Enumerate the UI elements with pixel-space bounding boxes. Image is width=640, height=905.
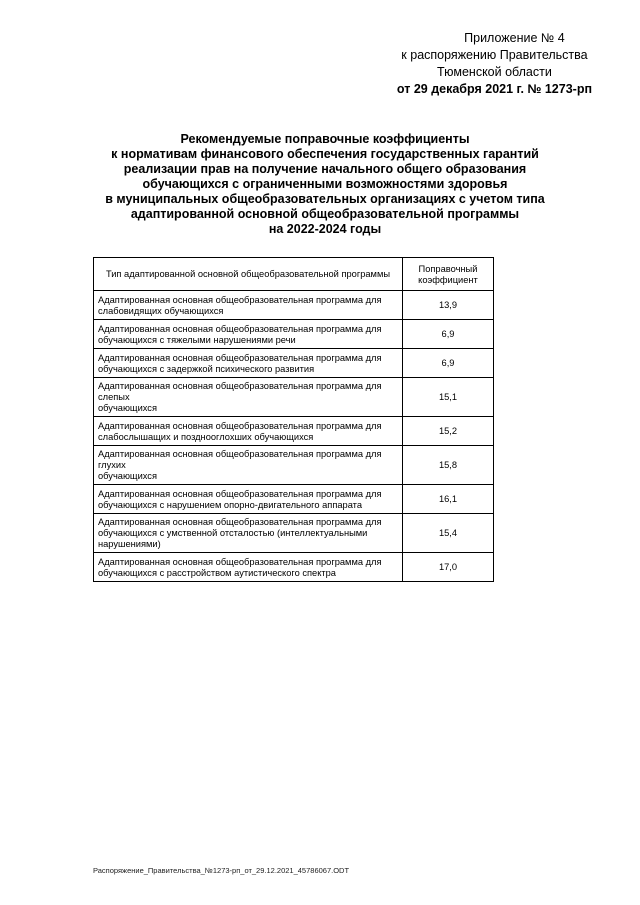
program-type-line1: Адаптированная основная общеобразовательная программа для — [98, 420, 382, 431]
title-line: к нормативам финансового обеспечения государственных гарантий — [111, 147, 539, 161]
table-row — [94, 514, 494, 553]
header-coefficient-line2: коэффициент — [418, 274, 478, 285]
table-header-row — [94, 258, 494, 291]
appendix-region: Тюменской области — [437, 65, 552, 79]
table-row — [94, 417, 494, 446]
coefficient-cell: 17,0 — [403, 553, 494, 582]
program-type-cell — [94, 514, 403, 553]
program-type-cell — [94, 320, 403, 349]
program-type-line2: обучающихся — [98, 471, 157, 481]
title-line: на 2022-2024 годы — [268, 222, 382, 236]
coefficient-cell: 6,9 — [403, 349, 494, 378]
title-line: Рекомендуемые поправочные коэффициенты — [180, 132, 470, 146]
title-line: обучающихся с ограниченными возможностями здоровья — [142, 177, 508, 191]
coefficient-cell: 16,1 — [403, 485, 494, 514]
program-type-cell — [94, 446, 403, 485]
title-line: адаптированной основной общеобразовательной программы — [130, 207, 520, 221]
table-row — [94, 446, 494, 485]
program-type-cell — [94, 485, 403, 514]
coefficient-cell: 13,9 — [403, 291, 494, 320]
program-type-line1: Адаптированная основная общеобразовательная программа для — [98, 556, 382, 567]
coefficient-cell: 15,4 — [403, 514, 494, 553]
table-row — [94, 291, 494, 320]
document-title — [40, 132, 610, 237]
appendix-block — [397, 30, 592, 98]
table-row — [94, 320, 494, 349]
program-type-cell — [94, 417, 403, 446]
coefficient-cell: 6,9 — [403, 320, 494, 349]
program-type-cell — [94, 349, 403, 378]
coefficient-cell: 15,2 — [403, 417, 494, 446]
program-type-cell — [94, 378, 403, 417]
title-line: реализации прав на получение начального общего образования — [123, 162, 527, 176]
header-coefficient — [403, 258, 494, 291]
header-coefficient-line1: Поправочный — [418, 263, 478, 274]
program-type-line2: обучающихся с расстройством аутистического спектра — [98, 567, 336, 578]
table-row — [94, 378, 494, 417]
program-type-line2: обучающихся с тяжелыми нарушениями речи — [98, 334, 296, 345]
program-type-line1: Адаптированная основная общеобразовательная программа для — [98, 294, 382, 305]
program-type-line1: Адаптированная основная общеобразовательная программа для — [98, 352, 382, 363]
footer-filename: Распоряжение_Правительства_№1273-рп_от_29.12.2021_45786067.ODT — [93, 866, 350, 875]
coefficient-cell: 15,1 — [403, 378, 494, 417]
header-program-type: Тип адаптированной основной общеобразовательной программы — [94, 258, 403, 291]
program-type-line2: обучающихся — [98, 403, 157, 413]
program-type-line1: Адаптированная основная общеобразовательная программа для — [98, 488, 382, 499]
program-type-line2: обучающихся с умственной отсталостью (интеллектуальными нарушениями) — [98, 528, 368, 549]
table-row — [94, 553, 494, 582]
program-type-line1: Адаптированная основная общеобразовательная программа для слепых — [98, 381, 382, 402]
table-row — [94, 349, 494, 378]
appendix-date-number: от 29 декабря 2021 г. № 1273-рп — [396, 82, 592, 96]
program-type-line2: слабовидящих обучающихся — [98, 305, 224, 316]
appendix-number: Приложение № 4 — [464, 31, 565, 45]
program-type-line2: слабослышащих и позднооглохших обучающихся — [98, 431, 314, 442]
program-type-line1: Адаптированная основная общеобразовательная программа для — [98, 323, 382, 334]
appendix-order-ref: к распоряжению Правительства — [401, 48, 588, 62]
program-type-line2: обучающихся с задержкой психического развития — [98, 363, 315, 374]
table-row — [94, 485, 494, 514]
program-type-cell — [94, 553, 403, 582]
program-type-cell — [94, 291, 403, 320]
program-type-line1: Адаптированная основная общеобразовательная программа для глухих — [98, 449, 382, 470]
coefficient-cell: 15,8 — [403, 446, 494, 485]
title-line: в муниципальных общеобразовательных организациях с учетом типа — [105, 192, 545, 206]
program-type-line1: Адаптированная основная общеобразовательная программа для — [98, 517, 382, 527]
program-type-line2: обучающихся с нарушением опорно-двигательного аппарата — [98, 499, 362, 510]
coefficients-table — [93, 257, 494, 582]
